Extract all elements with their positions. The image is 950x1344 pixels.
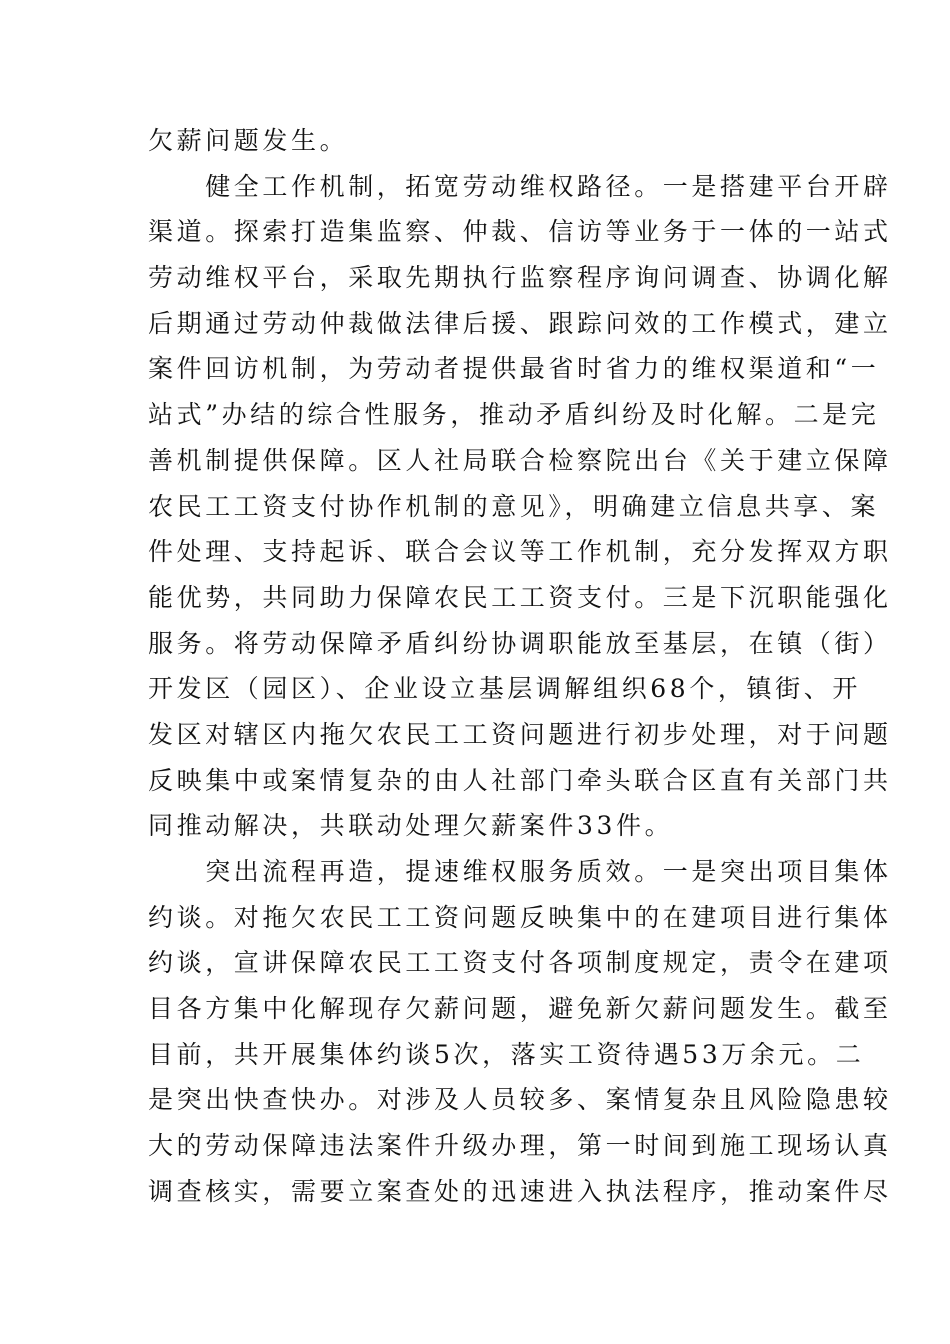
text-line-9: 农民工工资支付协作机制的意见》，明确建立信息共享、案 <box>148 491 880 521</box>
text-line-13: 开发区（园区）、企业设立基层调解组织68个，镇街、开 <box>148 674 861 704</box>
text-line-18: 约谈。对拖欠农民工工资问题反映集中的在建项目进行集体 <box>148 902 892 932</box>
text-line-16: 同推动解决，共联动处理欠薪案件33件。 <box>148 811 674 841</box>
text-line-2: 健全工作机制，拓宽劳动维权路径。一是搭建平台开辟 <box>148 171 892 201</box>
text-line-4: 劳动维权平台，采取先期执行监察程序询问调查、协调化解 <box>148 263 892 293</box>
text-line-17: 突出流程再造，提速维权服务质效。一是突出项目集体 <box>148 857 892 886</box>
text-line-20: 目各方集中化解现存欠薪问题，避免新欠薪问题发生。截至 <box>148 994 892 1024</box>
text-line-1: 欠薪问题发生。 <box>148 126 349 155</box>
text-line-7: 站式”办结的综合性服务，推动矛盾纠纷及时化解。二是完 <box>148 400 880 430</box>
text-line-10: 件处理、支持起诉、联合会议等工作机制，充分发挥双方职 <box>148 537 892 567</box>
text-line-15: 反映集中或案情复杂的由人社部门牵头联合区直有关部门共 <box>148 765 892 795</box>
text-line-8: 善机制提供保障。区人社局联合检察院出台《关于建立保障 <box>148 445 892 475</box>
text-line-19: 约谈，宣讲保障农民工工资支付各项制度规定，责令在建项 <box>148 948 892 978</box>
text-line-6: 案件回访机制，为劳动者提供最省时省力的维权渠道和“一 <box>148 354 880 384</box>
text-line-3: 渠道。探索打造集监察、仲裁、信访等业务于一体的一站式 <box>148 217 892 247</box>
body-text <box>148 118 892 1215</box>
text-line-23: 大的劳动保障违法案件升级办理，第一时间到施工现场认真 <box>148 1131 892 1161</box>
text-line-11: 能优势，共同助力保障农民工工资支付。三是下沉职能强化 <box>148 582 892 612</box>
text-line-5: 后期通过劳动仲裁做法律后援、跟踪问效的工作模式，建立 <box>148 308 892 338</box>
text-line-14: 发区对辖区内拖欠农民工工资问题进行初步处理，对于问题 <box>148 719 892 749</box>
text-line-12: 服务。将劳动保障矛盾纠纷协调职能放至基层，在镇（街） <box>148 628 892 658</box>
text-line-21: 目前，共开展集体约谈5次，落实工资待遇53万余元。二 <box>148 1039 865 1069</box>
text-line-24: 调查核实，需要立案查处的迅速进入执法程序，推动案件尽 <box>148 1176 892 1206</box>
text-line-22: 是突出快查快办。对涉及人员较多、案情复杂且风险隐患较 <box>148 1085 892 1115</box>
